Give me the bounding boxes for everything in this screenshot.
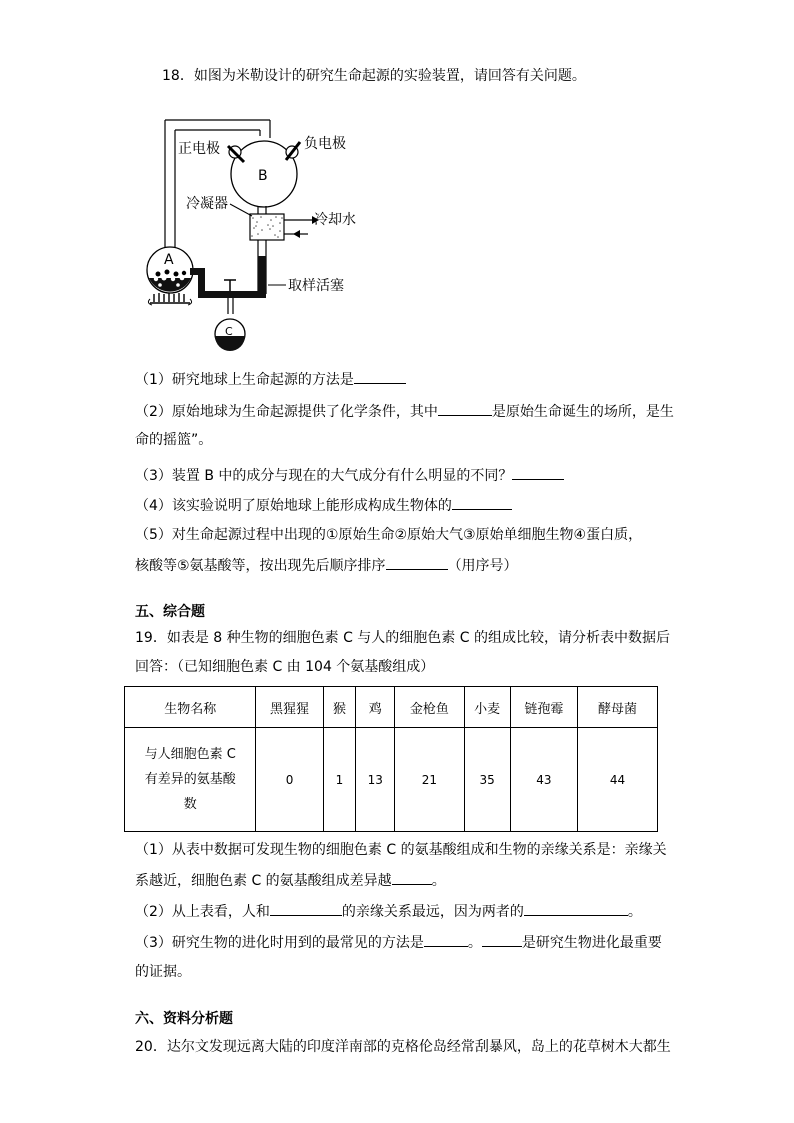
label-positive-electrode: 正电极 (178, 141, 220, 157)
answer-blank[interactable] (482, 932, 522, 947)
q19-part1: （1）从表中数据可发现生物的细胞色素 C 的氨基酸组成和生物的亲缘关系是：亲缘关 (135, 842, 667, 858)
q19-part1-cont: 系越近，细胞色素 C 的氨基酸组成差异越 。 (135, 870, 446, 891)
answer-blank[interactable] (524, 901, 628, 916)
table-row (125, 728, 658, 832)
table-cell: 13 (356, 728, 395, 832)
q19-part2: （2）从上表看，人和 的亲缘关系最远，因为两者的 。 (135, 901, 642, 922)
q19-part3-cont: 的证据。 (135, 964, 191, 980)
q18-part5-cont: 核酸等⑤氨基酸等，按出现先后顺序排序 （用序号） (135, 555, 518, 576)
table-header-cell: 鸡 (356, 687, 395, 728)
label-a: A (164, 252, 174, 268)
table-cell: 44 (578, 728, 658, 832)
label-negative-electrode: 负电极 (304, 136, 346, 152)
label-sampling-valve: 取样活塞 (288, 278, 344, 294)
cytochrome-c-table (124, 686, 658, 832)
answer-blank[interactable] (386, 555, 448, 570)
miller-apparatus-diagram (140, 108, 380, 356)
q18-part1: （1）研究地球上生命起源的方法是 (135, 369, 406, 390)
table-cell: 0 (256, 728, 323, 832)
answer-blank[interactable] (270, 901, 342, 916)
section-heading-5: 五、综合题 (135, 604, 205, 620)
table-cell: 1 (323, 728, 356, 832)
answer-blank[interactable] (512, 465, 564, 480)
table-header-cell: 生物名称 (125, 687, 256, 728)
q20-stem: 20．达尔文发现远离大陆的印度洋南部的克格伦岛经常刮暴风，岛上的花草树木大都生 (135, 1039, 671, 1055)
table-cell: 35 (464, 728, 510, 832)
q18-part3: （3）装置 B 中的成分与现在的大气成分有什么明显的不同？ (135, 465, 564, 486)
q19-part3: （3）研究生物的进化时用到的最常见的方法是 。 是研究生物进化最重要 (135, 932, 662, 953)
answer-blank[interactable] (424, 932, 468, 947)
table-cell: 43 (510, 728, 577, 832)
q18-part2-cont: 命的摇篮”。 (135, 432, 213, 448)
answer-blank[interactable] (392, 870, 432, 885)
section-heading-6: 六、资料分析题 (135, 1011, 233, 1027)
q18-part4: （4）该实验说明了原始地球上能形成构成生物体的 (135, 495, 512, 516)
label-cooling-water: 冷却水 (314, 212, 356, 228)
label-c: C (225, 325, 233, 338)
q18-stem: 18．如图为米勒设计的研究生命起源的实验装置，请回答有关问题。 (162, 68, 586, 84)
table-row-header: 与人细胞色素 C 有差异的氨基酸 数 (125, 728, 256, 832)
label-condenser: 冷凝器 (186, 196, 228, 212)
table-row (125, 687, 658, 728)
table-cell: 21 (395, 728, 464, 832)
q18-part5: （5）对生命起源过程中出现的①原始生命②原始大气③原始单细胞生物④蛋白质， (135, 527, 643, 543)
table-header-cell: 金枪鱼 (395, 687, 464, 728)
table-header-cell: 猴 (323, 687, 356, 728)
table-header-cell: 小麦 (464, 687, 510, 728)
q19-stem-cont: 回答：（已知细胞色素 C 由 104 个氨基酸组成） (135, 659, 435, 675)
answer-blank[interactable] (452, 495, 512, 510)
table-header-cell: 酵母菌 (578, 687, 658, 728)
condenser-icon (250, 214, 284, 240)
q18-part2: （2）原始地球为生命起源提供了化学条件，其中 是原始生命诞生的场所，是生 (135, 401, 674, 422)
answer-blank[interactable] (354, 369, 406, 384)
q19-stem: 19．如表是 8 种生物的细胞色素 C 与人的细胞色素 C 的组成比较，请分析表中数据后 (135, 630, 670, 646)
table-header-cell: 链孢霉 (510, 687, 577, 728)
answer-blank[interactable] (438, 401, 492, 416)
label-b: B (258, 168, 268, 184)
table-header-cell: 黑猩猩 (256, 687, 323, 728)
